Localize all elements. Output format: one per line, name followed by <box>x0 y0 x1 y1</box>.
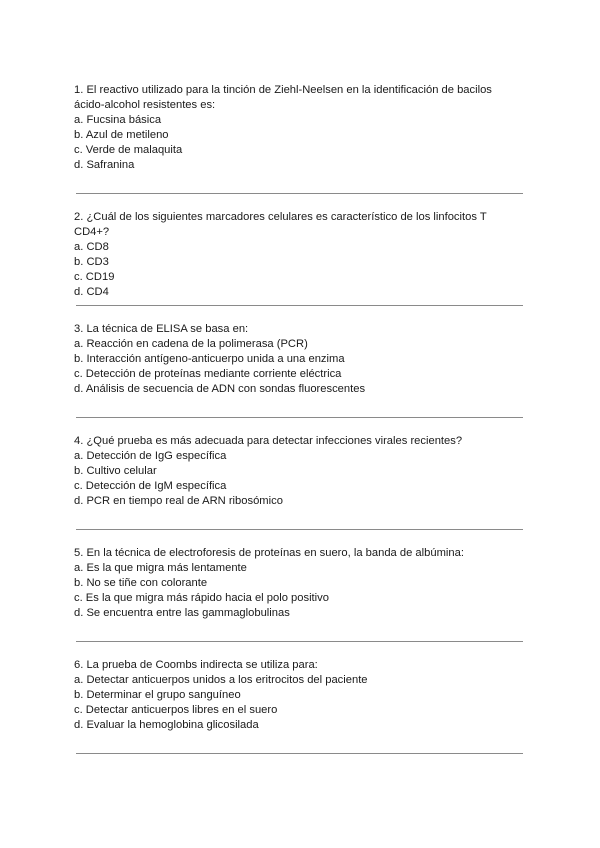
option-list <box>74 113 524 173</box>
divider <box>76 417 523 418</box>
option-c: c. Detección de IgM específica <box>74 480 227 492</box>
question-text: 2. ¿Cuál de los siguientes marcadores celulares es característico de los linfocitos T CD4+? <box>74 211 487 238</box>
option-d: d. PCR en tiempo real de ARN ribosómico <box>74 495 283 507</box>
question-1 <box>74 83 524 173</box>
option-c: c. Detectar anticuerpos libres en el suero <box>74 704 278 716</box>
option-list <box>74 449 524 509</box>
option-b: b. Interacción antígeno-anticuerpo unida a una enzima <box>74 353 345 365</box>
question-4 <box>74 434 524 509</box>
divider <box>76 193 523 194</box>
option-b: b. Cultivo celular <box>74 465 157 477</box>
option-d: d. Análisis de secuencia de ADN con sondas fluorescentes <box>74 383 366 395</box>
question-3 <box>74 322 524 397</box>
option-a: a. Fucsina básica <box>74 114 162 126</box>
option-d: d. Evaluar la hemoglobina glicosilada <box>74 719 259 731</box>
option-d: d. CD4 <box>74 286 109 298</box>
question-2 <box>74 210 524 300</box>
question-text: 4. ¿Qué prueba es más adecuada para detectar infecciones virales recientes? <box>74 435 463 447</box>
option-b: b. No se tiñe con colorante <box>74 577 208 589</box>
divider <box>76 305 523 306</box>
option-d: d. Safranina <box>74 159 135 171</box>
question-text: 5. En la técnica de electroforesis de proteínas en suero, la banda de albúmina: <box>74 547 464 559</box>
question-text: 1. El reactivo utilizado para la tinción de Ziehl-Neelsen en la identificación de bacilos ácido-alcohol resistentes es: <box>74 84 492 111</box>
question-6 <box>74 658 524 733</box>
option-a: a. Reacción en cadena de la polimerasa (PCR) <box>74 338 308 350</box>
option-d: d. Se encuentra entre las gammaglobulinas <box>74 607 290 619</box>
question-5 <box>74 546 524 621</box>
option-a: a. Es la que migra más lentamente <box>74 562 247 574</box>
option-b: b. Determinar el grupo sanguíneo <box>74 689 241 701</box>
option-a: a. Detección de IgG específica <box>74 450 227 462</box>
question-text: 3. La técnica de ELISA se basa en: <box>74 323 249 335</box>
option-c: c. Es la que migra más rápido hacia el polo positivo <box>74 592 329 604</box>
option-list <box>74 337 524 397</box>
option-b: b. CD3 <box>74 256 109 268</box>
option-list <box>74 561 524 621</box>
divider <box>76 529 523 530</box>
divider <box>76 753 523 754</box>
option-a: a. CD8 <box>74 241 109 253</box>
divider <box>76 641 523 642</box>
option-list <box>74 240 524 300</box>
option-c: c. Detección de proteínas mediante corriente eléctrica <box>74 368 342 380</box>
option-c: c. Verde de malaquita <box>74 144 183 156</box>
option-list <box>74 673 524 733</box>
option-c: c. CD19 <box>74 271 115 283</box>
option-a: a. Detectar anticuerpos unidos a los eritrocitos del paciente <box>74 674 368 686</box>
question-text: 6. La prueba de Coombs indirecta se utiliza para: <box>74 659 318 671</box>
option-b: b. Azul de metileno <box>74 129 169 141</box>
